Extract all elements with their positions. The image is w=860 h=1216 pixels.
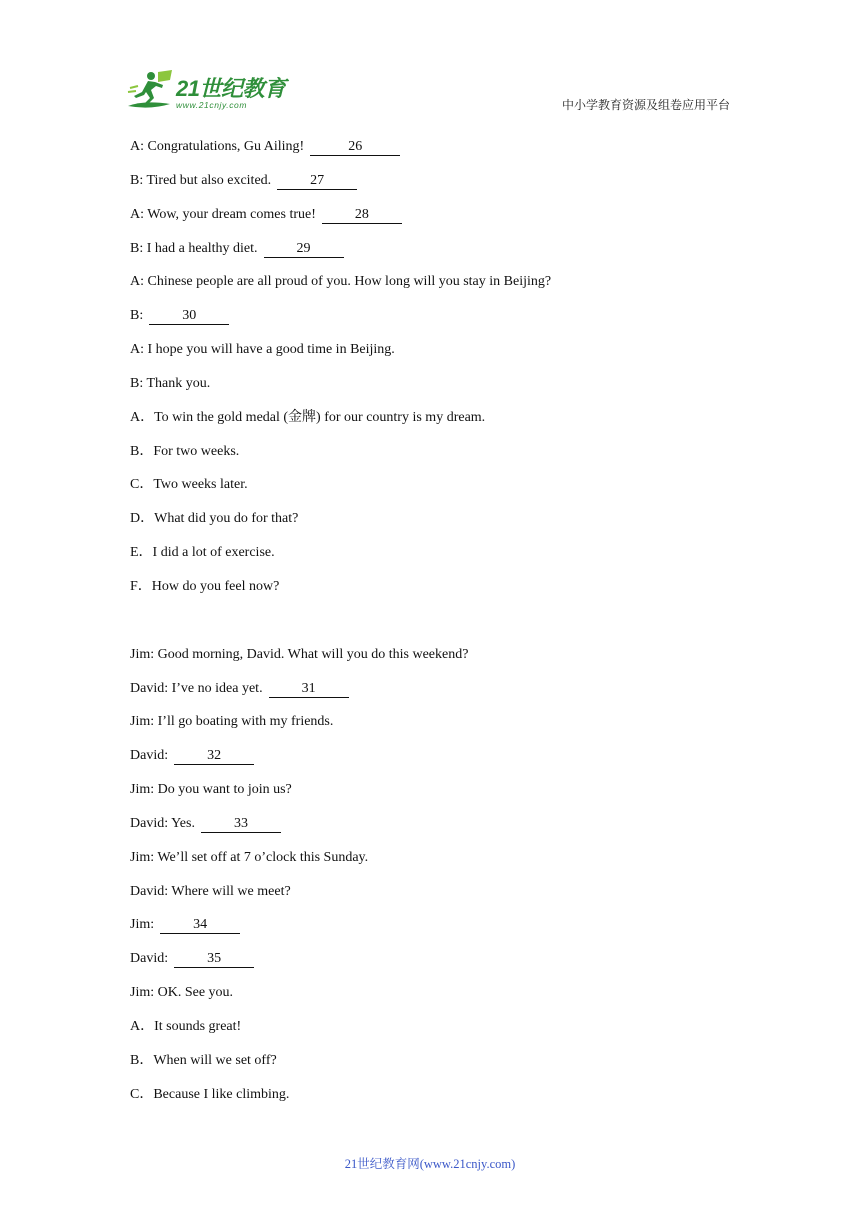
dialogue-line bbox=[130, 367, 750, 401]
dialogue-text: Jim: OK. See you. bbox=[130, 985, 234, 1001]
dialogue-line bbox=[130, 638, 750, 672]
answer-option: C．Because I like climbing. bbox=[130, 1086, 290, 1102]
dialogue-line bbox=[130, 841, 750, 875]
answer-blank: 28 bbox=[322, 207, 402, 224]
logo-url: www.21cnjy.com bbox=[176, 100, 248, 110]
dialogue-text: B: Thank you. bbox=[130, 375, 211, 391]
dialogue-line bbox=[130, 198, 750, 232]
answer-blank: 30 bbox=[149, 308, 229, 325]
dialogue-text: A: I hope you will have a good time in Beijing. bbox=[130, 342, 395, 358]
dialogue-line bbox=[130, 333, 750, 367]
dialogue-text: David: I’ve no idea yet. bbox=[130, 680, 263, 696]
dialogue-text: David: Where will we meet? bbox=[130, 883, 291, 899]
dialogue-line bbox=[130, 232, 750, 266]
dialogue-text: B: Tired but also excited. bbox=[130, 172, 272, 188]
page-header bbox=[0, 0, 860, 125]
logo-text: 21世纪教育 bbox=[176, 76, 286, 101]
dialogue-text: B: bbox=[130, 308, 144, 324]
dialogue-text: B: I had a healthy diet. bbox=[130, 240, 258, 256]
dialogue-line bbox=[130, 942, 750, 976]
answer-blank: 34 bbox=[160, 917, 240, 934]
answer-blank: 29 bbox=[264, 241, 344, 258]
dialogue-text: Jim: We’ll set off at 7 o’clock this Sunday. bbox=[130, 849, 369, 865]
options-2 bbox=[130, 1010, 750, 1112]
dialogue-line bbox=[130, 705, 750, 739]
dialogue-line bbox=[130, 672, 750, 706]
dialogue-text: A: Chinese people are all proud of you. How long will you stay in Beijing? bbox=[130, 274, 552, 290]
dialogue-line bbox=[130, 807, 750, 841]
dialogue-line bbox=[130, 976, 750, 1010]
dialogue-text: A: Wow, your dream comes true! bbox=[130, 206, 316, 222]
answer-blank: 32 bbox=[174, 748, 254, 765]
dialogue-line bbox=[130, 130, 750, 164]
dialogue-line bbox=[130, 164, 750, 198]
dialogue-text: Jim: Do you want to join us? bbox=[130, 782, 292, 798]
dialogue-text: David: Yes. bbox=[130, 815, 195, 831]
dialogue-text: A: Congratulations, Gu Ailing! bbox=[130, 139, 305, 154]
dialogue-text: David: bbox=[130, 951, 169, 967]
header-tagline: 中小学教育资源及组卷应用平台 bbox=[561, 98, 730, 112]
answer-option: C．Two weeks later. bbox=[130, 477, 248, 493]
answer-option: B．When will we set off? bbox=[130, 1052, 277, 1068]
answer-blank: 35 bbox=[174, 951, 254, 968]
answer-blank: 31 bbox=[269, 681, 349, 698]
dialogue-text: Jim: bbox=[130, 917, 155, 933]
dialogue-line bbox=[130, 265, 750, 299]
dialogue-2 bbox=[130, 638, 750, 1010]
dialogue-line bbox=[130, 299, 750, 333]
section-gap bbox=[130, 604, 750, 638]
answer-option: F．How do you feel now? bbox=[130, 578, 280, 594]
dialogue-line bbox=[130, 773, 750, 807]
answer-option: E．I did a lot of exercise. bbox=[130, 545, 275, 561]
dialogue-text: David: bbox=[130, 748, 169, 764]
answer-blank: 26 bbox=[310, 139, 400, 156]
dialogue-text: Jim: Good morning, David. What will you do this weekend? bbox=[130, 646, 469, 662]
dialogue-line bbox=[130, 739, 750, 773]
dialogue-text: Jim: I’ll go boating with my friends. bbox=[130, 714, 334, 730]
options-1 bbox=[130, 401, 750, 604]
document-body bbox=[130, 130, 750, 1111]
answer-blank: 27 bbox=[277, 173, 357, 190]
dialogue-1 bbox=[130, 130, 750, 401]
runner-logo-icon bbox=[124, 70, 176, 114]
answer-blank: 33 bbox=[201, 816, 281, 833]
answer-option: A．To win the gold medal (金牌) for our country is my dream. bbox=[130, 409, 486, 425]
answer-option: D．What did you do for that? bbox=[130, 511, 299, 527]
page-footer: 21世纪教育网(www.21cnjy.com) bbox=[344, 1157, 516, 1171]
dialogue-line bbox=[130, 875, 750, 909]
dialogue-line bbox=[130, 908, 750, 942]
answer-option: A．It sounds great! bbox=[130, 1018, 242, 1034]
logo bbox=[124, 70, 294, 114]
answer-option: B．For two weeks. bbox=[130, 443, 240, 459]
